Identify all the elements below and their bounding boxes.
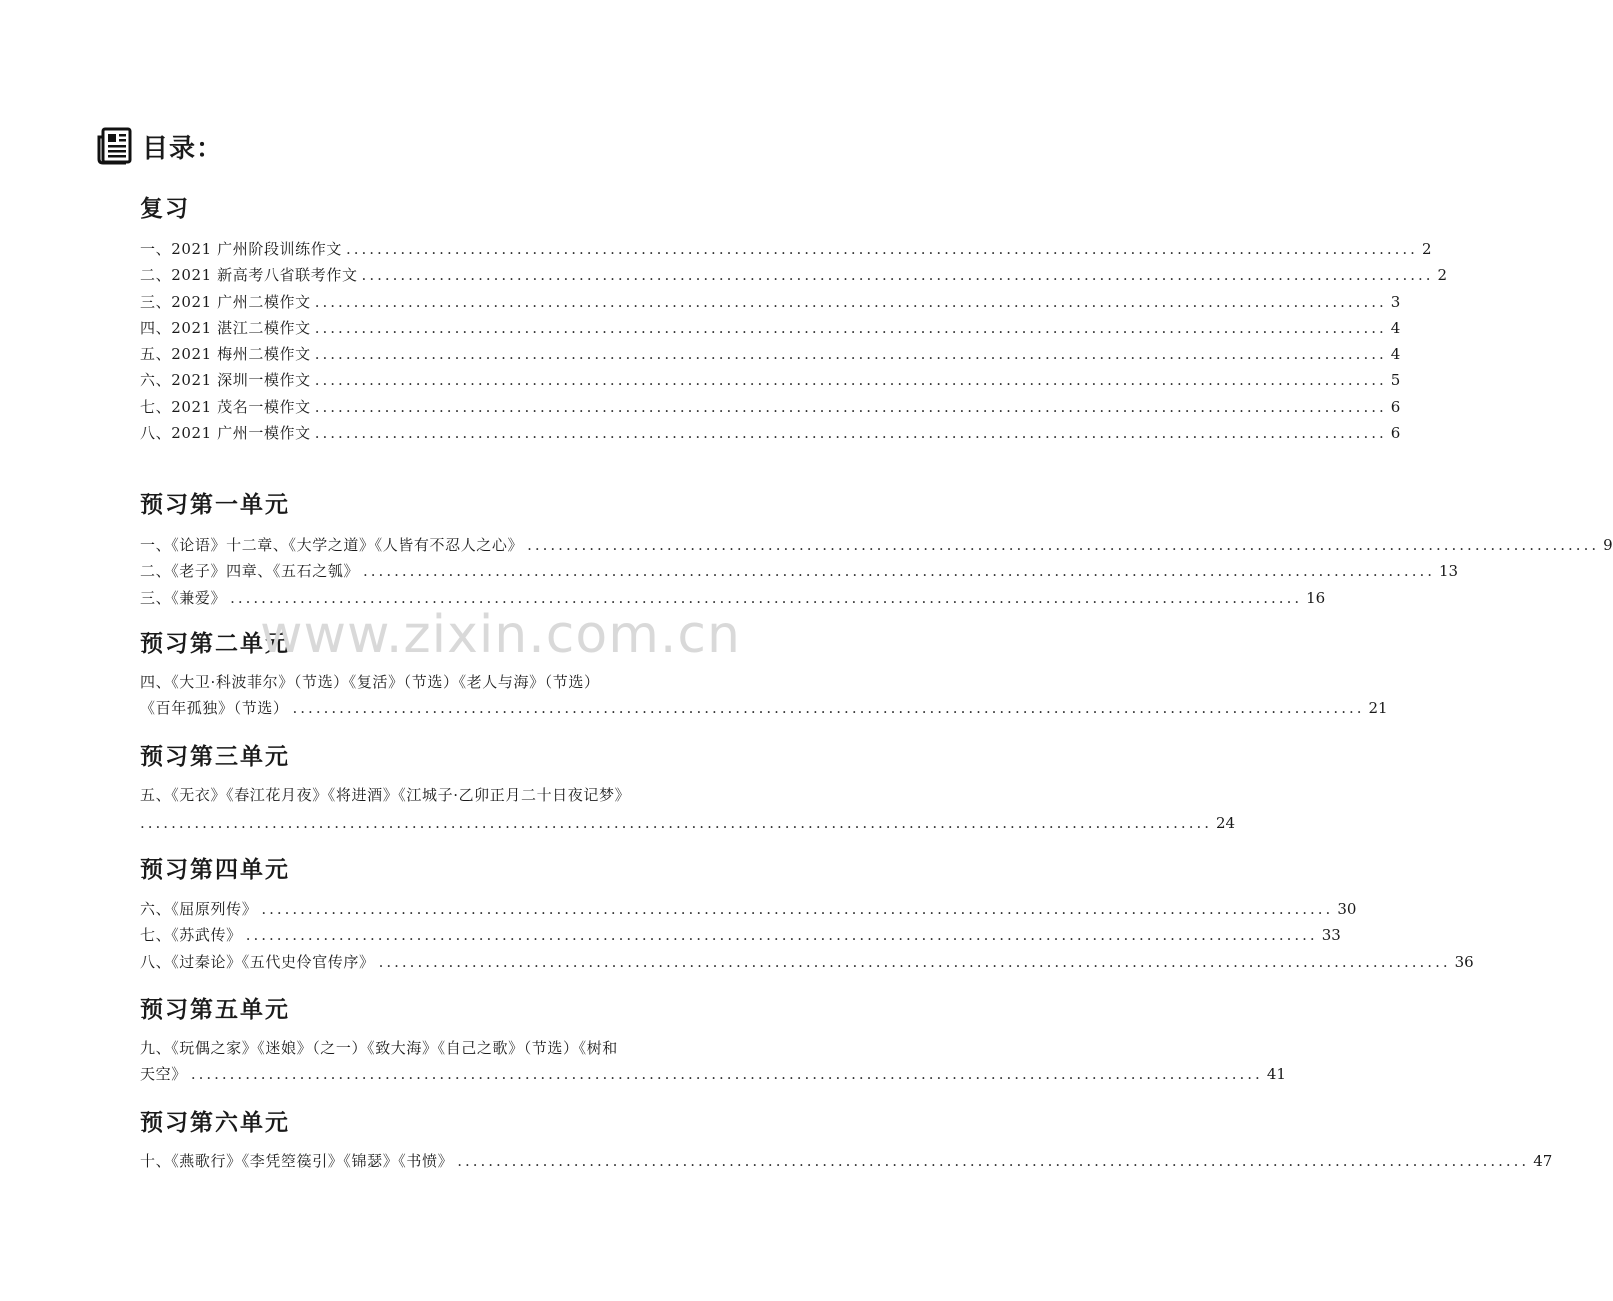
dot-leader: .......................................................................................................................................... [230,588,1303,607]
page-number: 2 [1437,266,1448,285]
entry-text: 天空》 [140,1065,187,1084]
toc-entry[interactable] [140,367,1401,393]
page-number: 6 [1390,397,1401,416]
section-title: 预习第一单元 [140,492,290,518]
entry-text: 六、《屈原列传》 [140,900,258,918]
section-unit-4 [140,853,1474,975]
dot-leader: .......................................................................................................................................... [378,952,1451,971]
entry-text: 十、《燕歌行》《李凭箜篌引》《锦瑟》《书愤》 [140,1152,454,1170]
entry-text: 五、2021 梅州二模作文 [140,345,311,364]
entry-text: 四、2021 湛江二模作文 [140,318,311,337]
section-title: 预习第六单元 [140,1110,290,1136]
entry-text: 二、《老子》四章、《五石之瓠》 [140,562,360,581]
dot-leader: .......................................................................................................................................... [140,814,1212,833]
toc-entry[interactable] [140,262,1448,288]
toc-entry[interactable] [140,585,1326,611]
section-unit-1 [140,488,1613,611]
page-number: 16 [1306,588,1326,607]
toc-entry[interactable] [140,394,1401,420]
toc-entry[interactable] [140,669,1388,722]
toc-entry[interactable] [140,1148,1553,1174]
toc-entry[interactable] [140,896,1357,922]
page-number: 5 [1390,371,1401,390]
toc-entry[interactable] [140,315,1401,341]
toc-entry[interactable] [140,289,1401,315]
dot-leader: .......................................................................................................................................... [314,318,1387,337]
dot-leader: .......................................................................................................................................... [245,926,1318,945]
dot-leader: .......................................................................................................................................... [314,292,1387,311]
entry-text: 二、2021 新高考八省联考作文 [140,266,358,285]
dot-leader: .......................................................................................................................................... [292,699,1365,718]
dot-leader: .......................................................................................................................................... [190,1065,1263,1084]
page-number: 9 [1603,536,1613,554]
entry-text-line1: 五、《无衣》《春江花月夜》《将进酒》《江城子·乙卯正月二十日夜记梦》 [140,786,631,804]
dot-leader: .......................................................................................................................................... [527,536,1600,554]
section-title: 预习第四单元 [140,857,290,883]
toc-entry[interactable] [140,420,1401,446]
toc-entry[interactable] [140,782,1236,837]
toc-header [96,126,223,166]
dot-leader: .......................................................................................................................................... [314,397,1387,416]
section-title: 预习第三单元 [140,744,290,770]
page-number: 4 [1390,345,1401,364]
page-number: 21 [1368,699,1388,718]
dot-leader: .......................................................................................................................................... [363,562,1436,581]
toc-entry[interactable] [140,558,1459,584]
page-number: 41 [1266,1065,1286,1084]
toc-entry[interactable] [140,922,1341,948]
entry-text: 六、2021 深圳一模作文 [140,371,311,390]
page-number: 36 [1454,952,1474,971]
toc-entry[interactable] [140,532,1613,558]
section-unit-3 [140,740,1236,837]
page-number: 4 [1390,318,1401,337]
entry-text-line1: 四、《大卫·科波菲尔》（节选）《复活》（节选）《老人与海》（节选） [140,673,600,691]
dot-leader: .......................................................................................................................................... [457,1152,1530,1170]
page-number: 47 [1533,1152,1553,1170]
dot-leader: .......................................................................................................................................... [314,345,1387,364]
dot-leader: .......................................................................................................................................... [314,371,1387,390]
toc-entry[interactable] [140,1035,1286,1088]
dot-leader: .......................................................................................................................................... [261,900,1334,918]
page-number: 2 [1421,240,1432,258]
page-number: 3 [1390,292,1401,311]
entry-text: 八、2021 广州一模作文 [140,424,311,443]
dot-leader: .......................................................................................................................................... [345,240,1418,258]
toc-entry[interactable] [140,949,1474,975]
watermark: www.zixin.com.cn [260,605,741,665]
entry-text: 三、2021 广州二模作文 [140,292,311,311]
toc-title: 目录： [142,133,224,164]
section-unit-6 [140,1106,1553,1174]
page-number: 24 [1216,814,1236,833]
entry-text: 七、2021 茂名一模作文 [140,397,311,416]
section-title: 预习第五单元 [140,997,290,1023]
section-title: 预习第二单元 [140,631,290,657]
entry-text: 一、《论语》十二章、《大学之道》《人皆有不忍人之心》 [140,536,524,554]
section-unit-2 [140,627,1388,722]
dot-leader: .......................................................................................................................................... [361,266,1434,285]
toc-entry[interactable] [140,236,1432,262]
entry-text: 七、《苏武传》 [140,926,242,945]
section-title: 复习 [140,196,190,222]
page-number: 30 [1337,900,1357,918]
entry-text: 《百年孤独》（节选） [140,699,289,718]
entry-text: 三、《兼爱》 [140,588,227,607]
section-unit-5 [140,993,1286,1088]
page-number: 13 [1439,562,1459,581]
entry-text-line1: 九、《玩偶之家》《迷娘》（之一）《致大海》《自己之歌》（节选）《树和 [140,1039,618,1057]
toc-entry[interactable] [140,341,1401,367]
section-review [140,192,1448,446]
entry-text: 一、2021 广州阶段训练作文 [140,240,342,258]
page-number: 33 [1321,926,1341,945]
entry-text: 八、《过秦论》《五代史伶官传序》 [140,952,375,971]
dot-leader: .......................................................................................................................................... [314,424,1387,443]
newspaper-icon [96,127,132,165]
page-number: 6 [1390,424,1401,443]
